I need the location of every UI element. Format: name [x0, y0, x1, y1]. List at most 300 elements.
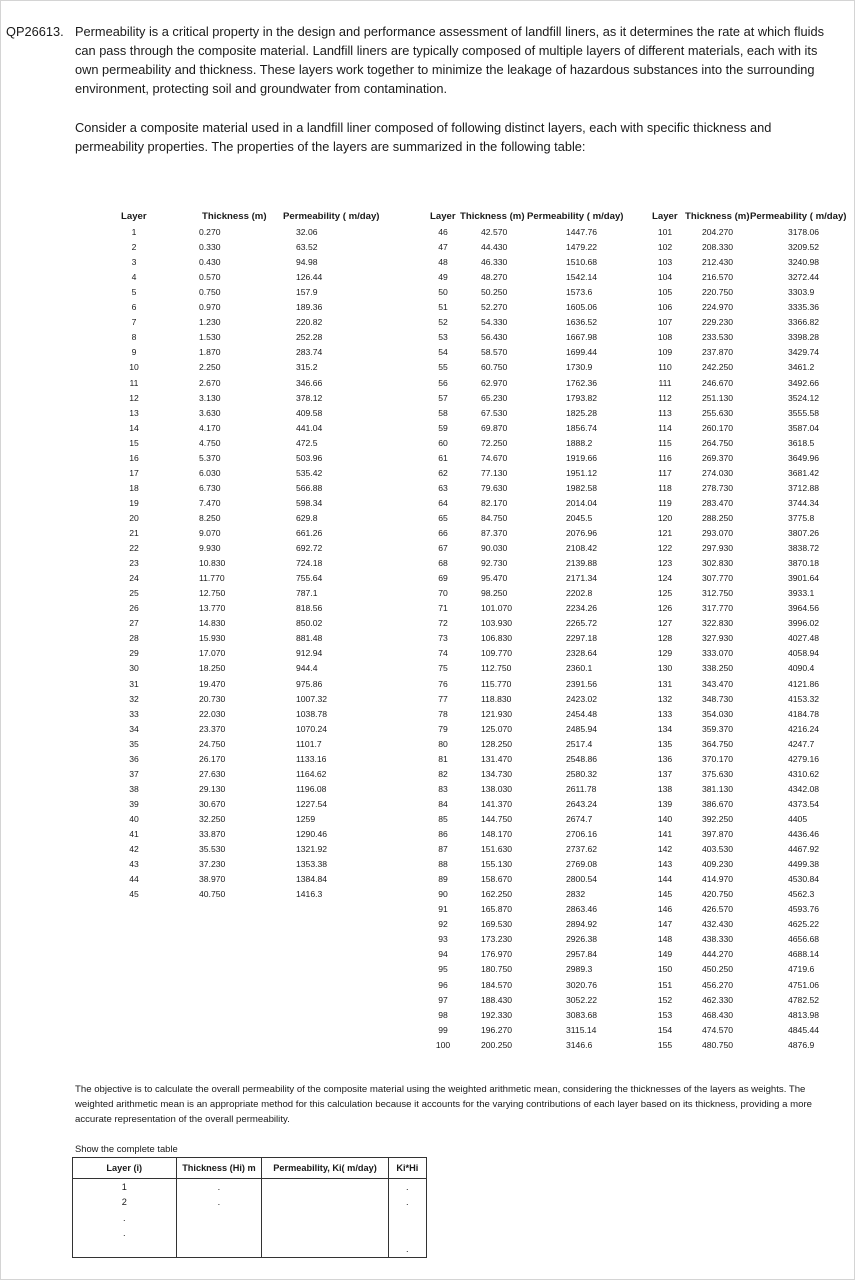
thickness-cell: 144.750 [481, 813, 513, 824]
layer-cell: 119 [658, 497, 672, 508]
permeability-cell: 4121.86 [788, 678, 820, 689]
layer-cell: 3 [131, 257, 137, 268]
table-row [0, 752, 855, 767]
permeability-cell: 283.74 [296, 347, 323, 358]
permeability-cell: 3587.04 [788, 422, 820, 433]
layer-cell: 147 [657, 919, 673, 930]
thickness-cell: 392.250 [702, 813, 734, 824]
layer-cell: 131 [657, 678, 673, 689]
permeability-cell: 3429.74 [788, 347, 820, 358]
permeability-cell: 1951.12 [566, 467, 598, 478]
permeability-cell: 2517.4 [566, 738, 593, 749]
layer-cell: 153 [657, 1009, 673, 1020]
layer-cell: 140 [657, 813, 673, 824]
thickness-cell: 348.730 [702, 693, 734, 704]
permeability-cell: 2485.94 [566, 723, 598, 734]
layer-cell: 103 [657, 257, 673, 268]
thickness-cell: 224.970 [702, 302, 734, 313]
thickness-cell: 220.750 [702, 287, 734, 298]
permeability-cell: 2014.04 [566, 497, 598, 508]
permeability-cell: 4436.46 [788, 829, 820, 839]
permeability-cell: 63.52 [296, 242, 318, 253]
permeability-cell: 1636.52 [566, 317, 598, 328]
permeability-cell: 4876.9 [788, 1039, 815, 1050]
layer-cell: 46 [438, 227, 448, 237]
permeability-cell: 724.18 [296, 558, 323, 569]
thickness-cell: 148.170 [481, 829, 513, 839]
layer-cell: 91 [438, 904, 448, 915]
summary-row [73, 1241, 427, 1257]
thickness-cell: 426.570 [702, 904, 734, 915]
table-row [0, 857, 855, 872]
table-row [0, 601, 855, 616]
thickness-cell: 15.930 [199, 633, 226, 644]
layer-cell: 57 [438, 392, 448, 403]
permeability-cell: 4751.06 [788, 979, 820, 990]
layer-cell: 97 [438, 994, 448, 1005]
layer-cell: 134 [657, 723, 673, 734]
permeability-cell: 2643.24 [566, 798, 598, 809]
permeability-cell: 1007.32 [296, 693, 328, 704]
layer-cell: 122 [657, 543, 673, 554]
layer-cell: 18 [129, 482, 139, 493]
layer-cell: 152 [657, 994, 673, 1005]
permeability-cell: 4656.68 [788, 934, 820, 945]
layer-cell: 128 [657, 633, 673, 644]
layer-cell: 146 [657, 904, 673, 915]
table-row [0, 616, 855, 631]
permeability-cell: 3649.96 [788, 452, 820, 463]
permeability-cell: 1196.08 [296, 783, 327, 794]
permeability-cell: 2580.32 [566, 768, 598, 779]
permeability-cell: 1982.58 [566, 482, 598, 493]
layer-cell: 69 [438, 573, 448, 584]
layer-cell: 16 [129, 452, 139, 463]
layer-cell: 1 [131, 227, 137, 237]
table-row [0, 406, 855, 421]
permeability-cell: 4782.52 [788, 994, 820, 1005]
thickness-cell: 115.770 [481, 678, 512, 689]
table-row [0, 391, 855, 406]
table-row [0, 496, 855, 511]
thickness-cell: 0.970 [199, 302, 221, 313]
summary-kihi-cell: . [388, 1179, 426, 1195]
permeability-cell: 1259 [296, 813, 316, 824]
layer-cell: 132 [657, 693, 673, 704]
permeability-cell: 3240.98 [788, 257, 820, 268]
thickness-cell: 125.070 [481, 723, 513, 734]
layer-cell: 25 [129, 588, 139, 599]
thickness-cell: 354.030 [702, 708, 734, 719]
summary-thickness-cell: . [176, 1179, 262, 1195]
summary-permeability-cell [262, 1226, 388, 1242]
layer-cell: 94 [438, 949, 448, 960]
layer-cell: 139 [657, 798, 673, 809]
permeability-cell: 912.94 [296, 648, 323, 659]
layer-cell: 74 [438, 648, 448, 659]
thickness-cell: 173.230 [481, 934, 513, 945]
permeability-cell: 4530.84 [788, 874, 820, 885]
thickness-cell: 381.130 [702, 783, 734, 794]
permeability-cell: 818.56 [296, 603, 323, 614]
permeability-cell: 2800.54 [566, 874, 598, 885]
layer-cell: 100 [435, 1039, 451, 1050]
layer-cell: 67 [438, 543, 448, 554]
thickness-cell: 162.250 [481, 889, 513, 900]
thickness-cell: 106.830 [481, 633, 513, 644]
table-row [0, 661, 855, 676]
permeability-cell: 975.86 [296, 678, 323, 689]
thickness-cell: 8.250 [199, 512, 221, 523]
thickness-cell: 307.770 [702, 573, 734, 584]
layer-cell: 112 [658, 392, 672, 403]
permeability-cell: 2926.38 [566, 934, 598, 945]
thickness-cell: 52.270 [481, 302, 508, 313]
layer-cell: 28 [129, 633, 139, 644]
permeability-cell: 2328.64 [566, 648, 598, 659]
summary-permeability-cell [262, 1241, 388, 1257]
thickness-cell: 184.570 [481, 979, 513, 990]
thickness-cell: 343.470 [702, 678, 734, 689]
permeability-cell: 4373.54 [788, 798, 820, 809]
summary-table [72, 1157, 427, 1258]
layer-cell: 84 [438, 798, 448, 809]
thickness-cell: 0.270 [199, 227, 221, 237]
permeability-cell: 3744.34 [788, 497, 820, 508]
thickness-cell: 293.070 [702, 528, 734, 538]
permeability-cell: 3870.18 [788, 558, 820, 569]
permeability-cell: 2548.86 [566, 753, 598, 764]
thickness-cell: 62.970 [481, 377, 508, 388]
layer-cell: 141 [657, 829, 673, 839]
table-row [0, 978, 855, 993]
thickness-cell: 9.930 [199, 543, 221, 554]
thickness-cell: 0.750 [199, 287, 221, 298]
permeability-cell: 1542.14 [566, 272, 598, 283]
intro-paragraph: Permeability is a critical property in the design and performance assessment of landfill liners, as it determines the rate at which fluids can pass through the composite material. Landfill liners are typically composed of multiple layers of different materials, each with its own permeability and thickness. These layers work together to minimize the leakage of hazardous substances into the surrounding environment, protecting soil and groundwater from contamination. [75, 24, 824, 96]
layer-cell: 82 [438, 768, 448, 779]
layer-cell: 8 [131, 332, 137, 343]
layer-cell: 58 [438, 407, 448, 418]
layer-cell: 78 [438, 708, 448, 719]
thickness-cell: 17.070 [199, 648, 226, 659]
thickness-cell: 456.270 [702, 979, 734, 990]
layer-cell: 38 [129, 783, 139, 794]
layer-cell: 32 [129, 693, 139, 704]
thickness-cell: 327.930 [702, 633, 734, 644]
table-row [0, 962, 855, 977]
permeability-cell: 3712.88 [788, 482, 820, 493]
table-row [0, 631, 855, 646]
permeability-cell: 4467.92 [788, 844, 820, 855]
layer-cell: 106 [657, 302, 673, 313]
table-row [0, 586, 855, 601]
layer-cell: 59 [438, 422, 448, 433]
permeability-cell: 2423.02 [566, 693, 598, 704]
consider-paragraph: Consider a composite material used in a landfill liner composed of following distinct layers, each with specific thickness and permeability properties. The properties of the layers are summarized in the following table: [75, 120, 772, 154]
permeability-cell: 378.12 [296, 392, 323, 403]
thickness-cell: 229.230 [702, 317, 734, 328]
permeability-cell: 598.34 [296, 497, 323, 508]
permeability-cell: 1605.06 [566, 302, 598, 313]
thickness-cell: 30.670 [199, 798, 226, 809]
layer-cell: 102 [657, 242, 673, 253]
permeability-cell: 1290.46 [296, 829, 328, 839]
summary-row [73, 1226, 427, 1242]
thickness-cell: 118.830 [481, 693, 512, 704]
thickness-cell: 38.970 [199, 874, 226, 885]
layer-cell: 148 [657, 934, 673, 945]
table-row [0, 887, 855, 902]
layer-cell: 33 [129, 708, 139, 719]
table-header-layer-1: Layer [121, 211, 147, 222]
permeability-cell: 755.64 [296, 573, 323, 584]
permeability-cell: 661.26 [296, 528, 323, 538]
layer-cell: 5 [131, 287, 137, 298]
layer-cell: 99 [438, 1024, 448, 1035]
layer-cell: 90 [438, 889, 448, 900]
permeability-cell: 315.2 [296, 362, 318, 373]
permeability-cell: 189.36 [296, 302, 323, 313]
permeability-cell: 2611.78 [566, 783, 597, 794]
table-row [0, 812, 855, 827]
layer-cell: 76 [438, 678, 448, 689]
thickness-cell: 403.530 [702, 844, 734, 855]
permeability-cell: 1667.98 [566, 332, 598, 343]
layer-cell: 17 [129, 467, 139, 478]
thickness-cell: 264.750 [702, 437, 734, 448]
thickness-cell: 24.750 [199, 738, 226, 749]
layer-cell: 133 [657, 708, 673, 719]
layer-cell: 89 [438, 874, 448, 885]
permeability-cell: 220.82 [296, 317, 323, 328]
thickness-cell: 6.030 [199, 467, 221, 478]
thickness-cell: 14.830 [199, 618, 226, 629]
thickness-cell: 322.830 [702, 618, 734, 629]
table-row [0, 436, 855, 451]
layer-cell: 79 [438, 723, 448, 734]
layer-cell: 121 [657, 528, 673, 538]
layer-cell: 24 [129, 573, 139, 584]
layer-cell: 101 [657, 227, 673, 237]
thickness-cell: 0.430 [199, 257, 221, 268]
layer-cell: 37 [129, 768, 139, 779]
thickness-cell: 278.730 [702, 482, 734, 493]
layer-cell: 113 [658, 407, 672, 418]
thickness-cell: 87.370 [481, 528, 508, 538]
layer-cell: 70 [438, 588, 448, 599]
permeability-cell: 2391.56 [566, 678, 598, 689]
permeability-cell: 2360.1 [566, 663, 593, 674]
thickness-cell: 333.070 [702, 648, 734, 659]
thickness-cell: 13.770 [199, 603, 226, 614]
summary-row [73, 1195, 427, 1211]
thickness-cell: 109.770 [481, 648, 513, 659]
permeability-cell: 3115.14 [566, 1024, 597, 1035]
permeability-cell: 4184.78 [788, 708, 820, 719]
thickness-cell: 20.730 [199, 693, 226, 704]
thickness-cell: 131.470 [481, 753, 513, 764]
table-row [0, 993, 855, 1008]
layer-cell: 154 [657, 1024, 673, 1035]
layer-cell: 144 [657, 874, 673, 885]
summary-header-kihi: Ki*Hi [388, 1158, 426, 1179]
summary-thickness-cell [176, 1210, 262, 1226]
thickness-cell: 151.630 [481, 844, 513, 855]
layer-cell: 126 [657, 603, 673, 614]
permeability-cell: 2957.84 [566, 949, 598, 960]
layer-cell: 129 [657, 648, 673, 659]
thickness-cell: 27.630 [199, 768, 226, 779]
permeability-cell: 3964.56 [788, 603, 820, 614]
thickness-cell: 165.870 [481, 904, 513, 915]
thickness-cell: 0.330 [199, 242, 221, 253]
permeability-cell: 692.72 [296, 543, 323, 554]
permeability-cell: 1793.82 [566, 392, 598, 403]
table-row [0, 692, 855, 707]
thickness-cell: 317.770 [702, 603, 734, 614]
layer-cell: 49 [438, 272, 448, 283]
table-row [0, 1038, 855, 1053]
thickness-cell: 95.470 [481, 573, 508, 584]
table-row [0, 421, 855, 436]
permeability-cell: 1353.38 [296, 859, 328, 870]
layer-cell: 135 [657, 738, 673, 749]
summary-row [73, 1179, 427, 1195]
permeability-cell: 3681.42 [788, 467, 820, 478]
thickness-cell: 260.170 [702, 422, 734, 433]
thickness-cell: 444.270 [702, 949, 734, 960]
thickness-cell: 90.030 [481, 543, 508, 554]
summary-layer-cell: 1 [73, 1179, 177, 1195]
permeability-cell: 3272.44 [788, 272, 820, 283]
thickness-cell: 200.250 [481, 1039, 513, 1050]
thickness-cell: 450.250 [702, 964, 734, 975]
layer-cell: 35 [129, 738, 139, 749]
layer-cell: 21 [129, 528, 139, 538]
thickness-cell: 158.670 [481, 874, 513, 885]
table-row [0, 917, 855, 932]
table-row [0, 842, 855, 857]
thickness-cell: 12.750 [199, 588, 226, 599]
layer-cell: 96 [438, 979, 448, 990]
permeability-cell: 2863.46 [566, 904, 598, 915]
thickness-cell: 58.570 [481, 347, 508, 358]
permeability-cell: 1133.16 [296, 753, 327, 764]
layer-cell: 20 [129, 512, 139, 523]
layer-cell: 23 [129, 558, 139, 569]
thickness-cell: 192.330 [481, 1009, 513, 1020]
layer-cell: 86 [438, 829, 448, 839]
permeability-cell: 1479.22 [566, 242, 598, 253]
thickness-cell: 44.430 [481, 242, 508, 253]
table-row [0, 646, 855, 661]
layer-cell: 19 [129, 497, 139, 508]
permeability-cell: 2171.34 [566, 573, 598, 584]
table-row [0, 541, 855, 556]
permeability-cell: 2894.92 [566, 919, 598, 930]
layer-cell: 114 [658, 422, 672, 433]
table-row [0, 932, 855, 947]
permeability-cell: 4813.98 [788, 1009, 820, 1020]
table-row [0, 300, 855, 315]
table-row [0, 376, 855, 391]
thickness-cell: 468.430 [702, 1009, 734, 1020]
question-id: QP26613. [6, 24, 64, 39]
thickness-cell: 2.670 [199, 377, 221, 388]
table-row [0, 345, 855, 360]
thickness-cell: 103.930 [481, 618, 513, 629]
thickness-cell: 3.130 [199, 392, 221, 403]
layer-cell: 13 [129, 407, 139, 418]
table-header-perm-3: Permeability ( m/day) [750, 211, 847, 222]
layer-cell: 64 [438, 497, 448, 508]
layer-cell: 9 [131, 347, 137, 358]
permeability-cell: 3618.5 [788, 437, 815, 448]
thickness-cell: 233.530 [702, 332, 734, 343]
permeability-cell: 3146.6 [566, 1039, 593, 1050]
layer-cell: 68 [438, 558, 448, 569]
thickness-cell: 79.630 [481, 482, 508, 493]
layer-cell: 83 [438, 783, 448, 794]
layer-cell: 51 [438, 302, 448, 313]
permeability-cell: 3303.9 [788, 287, 815, 298]
table-row [0, 1023, 855, 1038]
permeability-cell: 3020.76 [566, 979, 598, 990]
permeability-cell: 1384.84 [296, 874, 328, 885]
layer-cell: 14 [129, 422, 139, 433]
thickness-cell: 35.530 [199, 844, 226, 855]
layer-cell: 41 [129, 829, 139, 839]
table-row [0, 315, 855, 330]
permeability-cell: 2832 [566, 889, 586, 900]
thickness-cell: 302.830 [702, 558, 734, 569]
thickness-cell: 141.370 [481, 798, 513, 809]
table-row [0, 767, 855, 782]
thickness-cell: 242.250 [702, 362, 734, 373]
layer-cell: 136 [657, 753, 673, 764]
thickness-cell: 33.870 [199, 829, 226, 839]
thickness-cell: 4.750 [199, 437, 221, 448]
permeability-cell: 566.88 [296, 482, 323, 493]
permeability-cell: 1762.36 [566, 377, 598, 388]
table-header-thickness-2: Thickness (m) [460, 211, 525, 222]
summary-header-permeability: Permeability, Ki( m/day) [262, 1158, 388, 1179]
layer-cell: 123 [657, 558, 673, 569]
table-row [0, 1008, 855, 1023]
thickness-cell: 216.570 [702, 272, 734, 283]
layer-cell: 120 [657, 512, 673, 523]
thickness-cell: 134.730 [481, 768, 513, 779]
layer-cell: 81 [438, 753, 448, 764]
layer-cell: 12 [129, 392, 139, 403]
thickness-cell: 46.330 [481, 257, 508, 268]
permeability-cell: 3838.72 [788, 543, 820, 554]
thickness-cell: 11.770 [199, 573, 225, 584]
thickness-cell: 128.250 [481, 738, 513, 749]
layer-cell: 130 [657, 663, 673, 674]
thickness-cell: 269.370 [702, 452, 734, 463]
permeability-cell: 944.4 [296, 663, 318, 674]
table-header-thickness-3: Thickness (m) [685, 211, 750, 222]
thickness-cell: 0.570 [199, 272, 221, 283]
table-row [0, 451, 855, 466]
thickness-cell: 22.030 [199, 708, 226, 719]
layer-cell: 29 [129, 648, 139, 659]
summary-header-thickness: Thickness (Hi) m [176, 1158, 262, 1179]
permeability-cell: 346.66 [296, 377, 323, 388]
layer-cell: 45 [129, 889, 139, 900]
